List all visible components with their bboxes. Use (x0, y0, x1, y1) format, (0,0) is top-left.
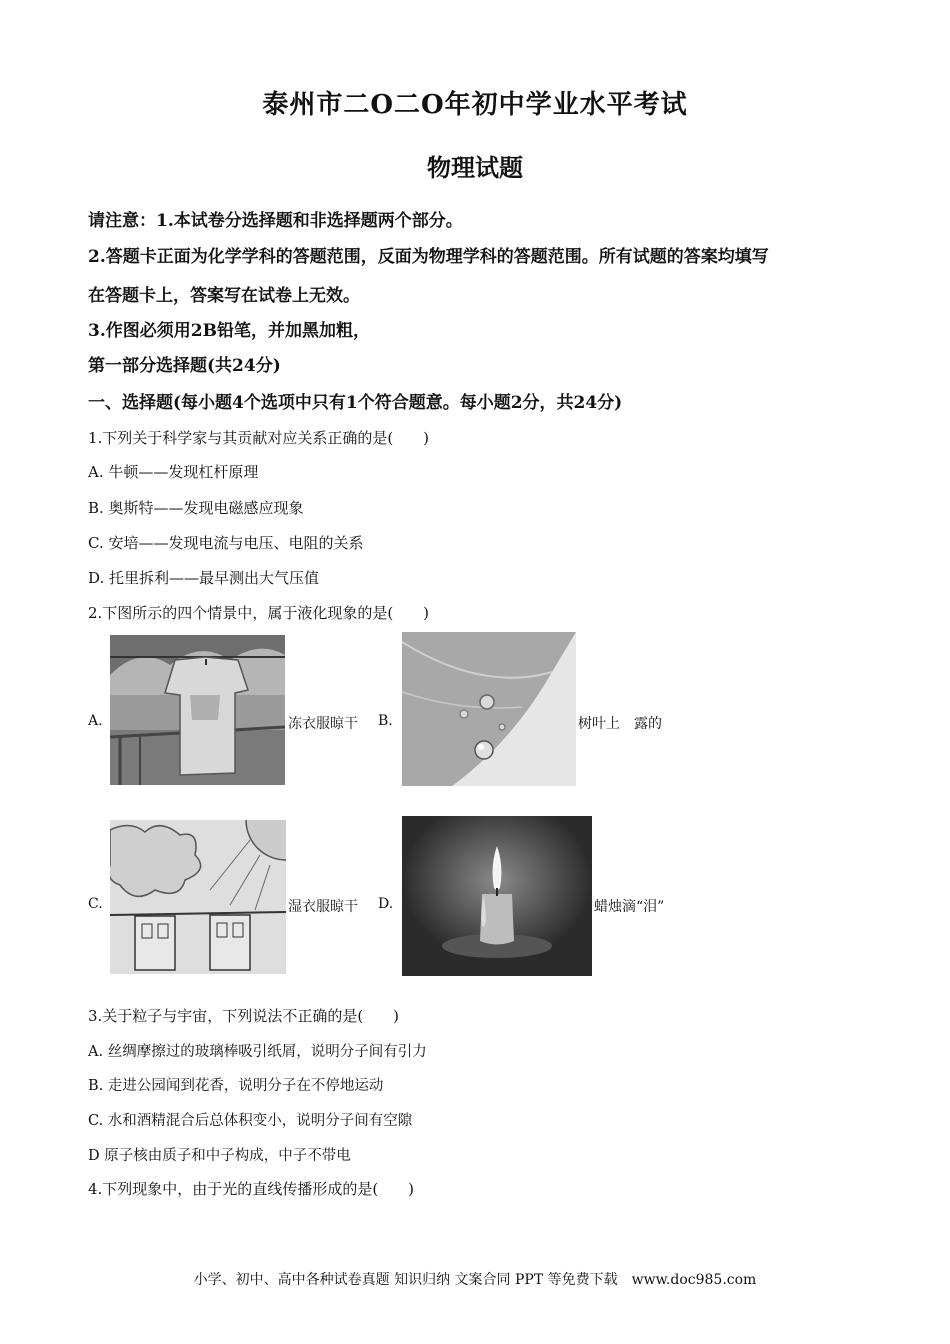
question-3-stem: 3.关于粒子与宇宙，下列说法不正确的是( ) (88, 1007, 400, 1025)
notice-line-2: 2.答题卡正面为化学学科的答题范围，反面为物理学科的答题范围。所有试题的答案均填写 (88, 247, 769, 267)
question-2-option-d-caption: 蜡烛滴“泪” (594, 899, 665, 915)
question-1-option-a: A. 牛顿——发现杠杆原理 (88, 463, 259, 481)
frozen-clothes-image (110, 635, 285, 785)
question-1-stem: 1.下列关于科学家与其贡献对应关系正确的是( ) (88, 429, 430, 447)
notice-line-3: 在答题卡上，答案写在试卷上无效。 (88, 286, 360, 306)
question-3-option-a: A. 丝绸摩擦过的玻璃棒吸引纸屑，说明分子间有引力 (88, 1044, 427, 1060)
question-2-option-d-letter: D. (378, 896, 394, 912)
part-heading: 第一部分选择题(共24分) (88, 356, 281, 376)
question-2-option-a-caption: 冻衣服晾干 (288, 716, 358, 732)
question-2-option-a-letter: A. (88, 713, 103, 729)
exam-subtitle: 物理试题 (427, 153, 523, 182)
question-2-stem: 2.下图所示的四个情景中，属于液化现象的是( ) (88, 604, 430, 622)
section-heading: 一、选择题(每小题4个选项中只有1个符合题意。每小题2分，共24分) (88, 393, 623, 413)
dewdrops-on-leaf-image (402, 632, 576, 786)
notice-line-4: 3.作图必须用2B铅笔，并加黑加粗， (88, 321, 370, 341)
notice-line-1: 请注意：1.本试卷分选择题和非选择题两个部分。 (88, 211, 463, 231)
question-3-option-d: D 原子核由质子和中子构成，中子不带电 (88, 1148, 351, 1164)
candle-image (402, 816, 592, 976)
question-2-option-c-letter: C. (88, 896, 103, 912)
exam-title: 泰州市二O二O年初中学业水平考试 (262, 90, 688, 120)
question-1-option-b: B. 奥斯特——发现电磁感应现象 (88, 499, 304, 517)
question-4-stem: 4.下列现象中，由于光的直线传播形成的是( ) (88, 1180, 415, 1198)
question-2-option-b-letter: B. (378, 713, 393, 729)
question-3-option-b: B. 走进公园闻到花香，说明分子在不停地运动 (88, 1078, 384, 1094)
question-2-option-b-caption: 树叶上 露的 (578, 716, 662, 732)
question-1-option-d: D. 托里拆利——最早测出大气压值 (88, 569, 320, 587)
question-1-option-c: C. 安培——发现电流与电压、电阻的关系 (88, 534, 364, 552)
question-3-option-c: C. 水和酒精混合后总体积变小，说明分子间有空隙 (88, 1113, 413, 1129)
wet-clothes-drying-image (110, 820, 286, 974)
page-footer: 小学、初中、高中各种试卷真题 知识归纳 文案合同 PPT 等免费下载 www.doc985.com (193, 1272, 757, 1288)
question-2-option-c-caption: 湿衣服晾干 (288, 899, 358, 915)
